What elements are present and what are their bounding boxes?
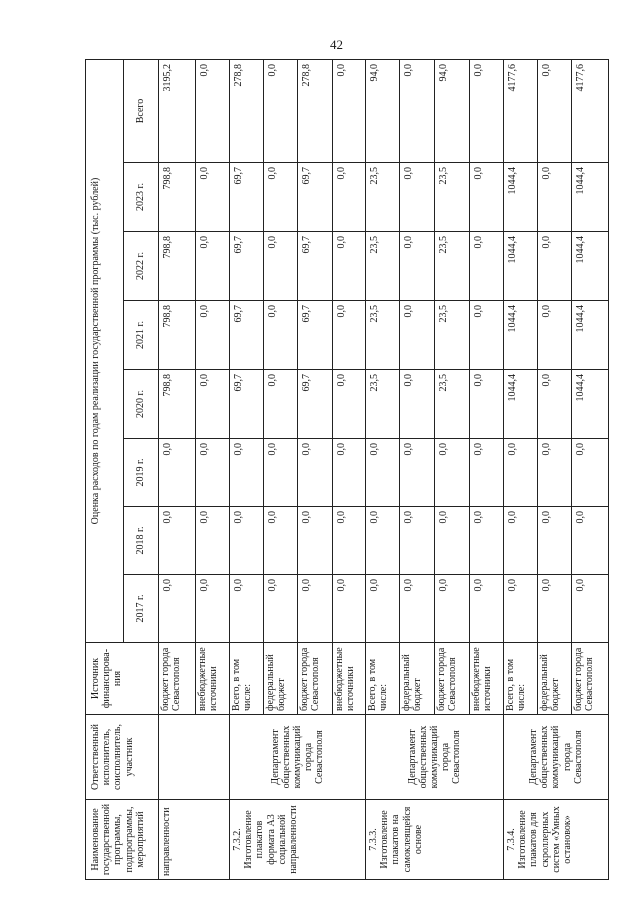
year-value: 0,0 xyxy=(504,439,538,507)
year-value: 0,0 xyxy=(264,370,298,439)
year-value: 0,0 xyxy=(366,439,400,507)
year-value: 1044,4 xyxy=(572,163,609,232)
year-value: 1044,4 xyxy=(504,232,538,301)
year-value: 0,0 xyxy=(298,439,333,507)
year-value: 0,0 xyxy=(196,301,230,370)
year-value: 798,8 xyxy=(159,370,196,439)
header-year: 2023 г. xyxy=(124,163,159,232)
total-value: 94,0 xyxy=(435,60,470,163)
year-value: 0,0 xyxy=(264,163,298,232)
funding-source: бюджет города Севастополя xyxy=(435,643,470,715)
year-value: 0,0 xyxy=(264,301,298,370)
year-value: 0,0 xyxy=(264,439,298,507)
responsible-executor: Департамент общественных коммуникаций города Севастополя xyxy=(366,715,504,800)
total-value: 0,0 xyxy=(333,60,366,163)
total-value: 0,0 xyxy=(196,60,230,163)
responsible-executor: Департамент общественных коммуникаций города Севастополя xyxy=(230,715,366,800)
funding-source: бюджет города Севастополя xyxy=(572,643,609,715)
year-value: 69,7 xyxy=(230,163,264,232)
year-value: 69,7 xyxy=(298,370,333,439)
table-body xyxy=(159,60,609,880)
year-value: 0,0 xyxy=(470,507,504,575)
year-value: 0,0 xyxy=(366,507,400,575)
header-source: Источник финансирова-ния xyxy=(86,643,159,715)
year-value: 0,0 xyxy=(333,507,366,575)
year-value: 0,0 xyxy=(400,575,435,643)
year-value: 0,0 xyxy=(366,575,400,643)
year-value: 0,0 xyxy=(159,575,196,643)
year-value: 0,0 xyxy=(400,439,435,507)
budget-table xyxy=(85,59,609,880)
funding-source: Всего, в том числе: xyxy=(504,643,538,715)
year-value: 69,7 xyxy=(298,163,333,232)
year-value: 0,0 xyxy=(400,301,435,370)
funding-source: Всего, в том числе: xyxy=(230,643,264,715)
measure-name: 7.3.2. Изготовление плакатов формата А3 социальной направленности xyxy=(230,800,366,880)
year-value: 0,0 xyxy=(538,507,572,575)
year-value: 1044,4 xyxy=(572,301,609,370)
year-value: 1044,4 xyxy=(504,301,538,370)
year-value: 0,0 xyxy=(333,163,366,232)
responsible-executor xyxy=(159,715,230,800)
year-value: 0,0 xyxy=(159,507,196,575)
funding-source: внебюджетные источники xyxy=(470,643,504,715)
funding-source: Всего, в том числе: xyxy=(366,643,400,715)
year-value: 0,0 xyxy=(470,439,504,507)
header-year: 2019 г. xyxy=(124,439,159,507)
year-value: 798,8 xyxy=(159,232,196,301)
year-value: 0,0 xyxy=(538,439,572,507)
year-value: 0,0 xyxy=(230,439,264,507)
year-value: 23,5 xyxy=(366,370,400,439)
measure-name: 7.3.4. Изготовление плакатов для скроллерных систем «Умных остановок» xyxy=(504,800,609,880)
year-value: 0,0 xyxy=(159,439,196,507)
year-value: 0,0 xyxy=(470,301,504,370)
year-value: 1044,4 xyxy=(572,232,609,301)
total-value: 0,0 xyxy=(264,60,298,163)
year-value: 0,0 xyxy=(470,575,504,643)
table-row xyxy=(366,60,400,880)
funding-source: внебюджетные источники xyxy=(196,643,230,715)
table-row xyxy=(230,60,264,880)
year-value: 0,0 xyxy=(230,575,264,643)
year-value: 23,5 xyxy=(366,301,400,370)
year-value: 0,0 xyxy=(538,301,572,370)
year-value: 0,0 xyxy=(504,575,538,643)
year-value: 0,0 xyxy=(196,370,230,439)
year-value: 1044,4 xyxy=(572,370,609,439)
table-row xyxy=(504,60,538,880)
page-number: 42 xyxy=(330,37,343,52)
year-value: 0,0 xyxy=(333,370,366,439)
year-value: 798,8 xyxy=(159,301,196,370)
year-value: 0,0 xyxy=(400,507,435,575)
header-estimate: Оценка расходов по годам реализации государственной программы (тыс. рублей) xyxy=(86,60,124,643)
year-value: 0,0 xyxy=(196,575,230,643)
funding-source: федеральный бюджет xyxy=(400,643,435,715)
year-value: 0,0 xyxy=(333,301,366,370)
year-value: 0,0 xyxy=(333,232,366,301)
header-year: 2021 г. xyxy=(124,301,159,370)
rotated-table-container xyxy=(85,60,595,880)
year-value: 0,0 xyxy=(196,507,230,575)
header-year: 2022 г. xyxy=(124,232,159,301)
year-value: 0,0 xyxy=(538,575,572,643)
total-value: 3195,2 xyxy=(159,60,196,163)
year-value: 23,5 xyxy=(435,232,470,301)
funding-source: бюджет города Севастополя xyxy=(159,643,196,715)
header-executor: Ответственный исполнитель, соисполнитель, участник xyxy=(86,715,159,800)
year-value: 0,0 xyxy=(196,232,230,301)
header-year: 2020 г. xyxy=(124,370,159,439)
year-value: 0,0 xyxy=(470,163,504,232)
header-year: 2017 г. xyxy=(124,575,159,643)
year-value: 0,0 xyxy=(572,575,609,643)
year-value: 0,0 xyxy=(504,507,538,575)
year-value: 0,0 xyxy=(538,163,572,232)
table-row xyxy=(159,60,196,880)
header-row-top xyxy=(86,60,124,880)
year-value: 69,7 xyxy=(298,301,333,370)
year-value: 798,8 xyxy=(159,163,196,232)
year-value: 0,0 xyxy=(400,370,435,439)
year-value: 0,0 xyxy=(400,232,435,301)
year-value: 0,0 xyxy=(400,163,435,232)
header-name: Наименование государственной программы, подпрограммы, мероприятий xyxy=(86,800,159,880)
year-value: 69,7 xyxy=(230,232,264,301)
year-value: 0,0 xyxy=(572,439,609,507)
year-value: 1044,4 xyxy=(504,163,538,232)
header-total: Всего xyxy=(124,60,159,163)
year-value: 0,0 xyxy=(333,439,366,507)
total-value: 0,0 xyxy=(538,60,572,163)
total-value: 4177,6 xyxy=(572,60,609,163)
measure-name: 7.3.3. Изготовление плакатов на самоклеящейся основе xyxy=(366,800,504,880)
total-value: 278,8 xyxy=(230,60,264,163)
year-value: 0,0 xyxy=(298,507,333,575)
funding-source: бюджет города Севастополя xyxy=(298,643,333,715)
year-value: 0,0 xyxy=(538,232,572,301)
year-value: 0,0 xyxy=(230,507,264,575)
year-value: 23,5 xyxy=(366,163,400,232)
year-value: 23,5 xyxy=(435,163,470,232)
year-value: 0,0 xyxy=(538,370,572,439)
year-value: 0,0 xyxy=(333,575,366,643)
total-value: 94,0 xyxy=(366,60,400,163)
year-value: 0,0 xyxy=(470,232,504,301)
year-value: 23,5 xyxy=(435,370,470,439)
year-value: 69,7 xyxy=(230,301,264,370)
year-value: 1044,4 xyxy=(504,370,538,439)
year-value: 0,0 xyxy=(298,575,333,643)
year-value: 0,0 xyxy=(435,507,470,575)
year-value: 0,0 xyxy=(264,507,298,575)
year-value: 0,0 xyxy=(470,370,504,439)
header-year: 2018 г. xyxy=(124,507,159,575)
measure-name: направленности xyxy=(159,800,230,880)
funding-source: внебюджетные источники xyxy=(333,643,366,715)
total-value: 0,0 xyxy=(470,60,504,163)
total-value: 0,0 xyxy=(400,60,435,163)
year-value: 0,0 xyxy=(196,439,230,507)
total-value: 4177,6 xyxy=(504,60,538,163)
year-value: 69,7 xyxy=(298,232,333,301)
year-value: 0,0 xyxy=(435,439,470,507)
total-value: 278,8 xyxy=(298,60,333,163)
funding-source: федеральный бюджет xyxy=(264,643,298,715)
funding-source: федеральный бюджет xyxy=(538,643,572,715)
year-value: 0,0 xyxy=(264,575,298,643)
year-value: 0,0 xyxy=(196,163,230,232)
year-value: 0,0 xyxy=(572,507,609,575)
year-value: 23,5 xyxy=(366,232,400,301)
year-value: 69,7 xyxy=(230,370,264,439)
year-value: 0,0 xyxy=(435,575,470,643)
year-value: 0,0 xyxy=(264,232,298,301)
year-value: 23,5 xyxy=(435,301,470,370)
responsible-executor: Департамент общественных коммуникаций города Севастополя xyxy=(504,715,609,800)
